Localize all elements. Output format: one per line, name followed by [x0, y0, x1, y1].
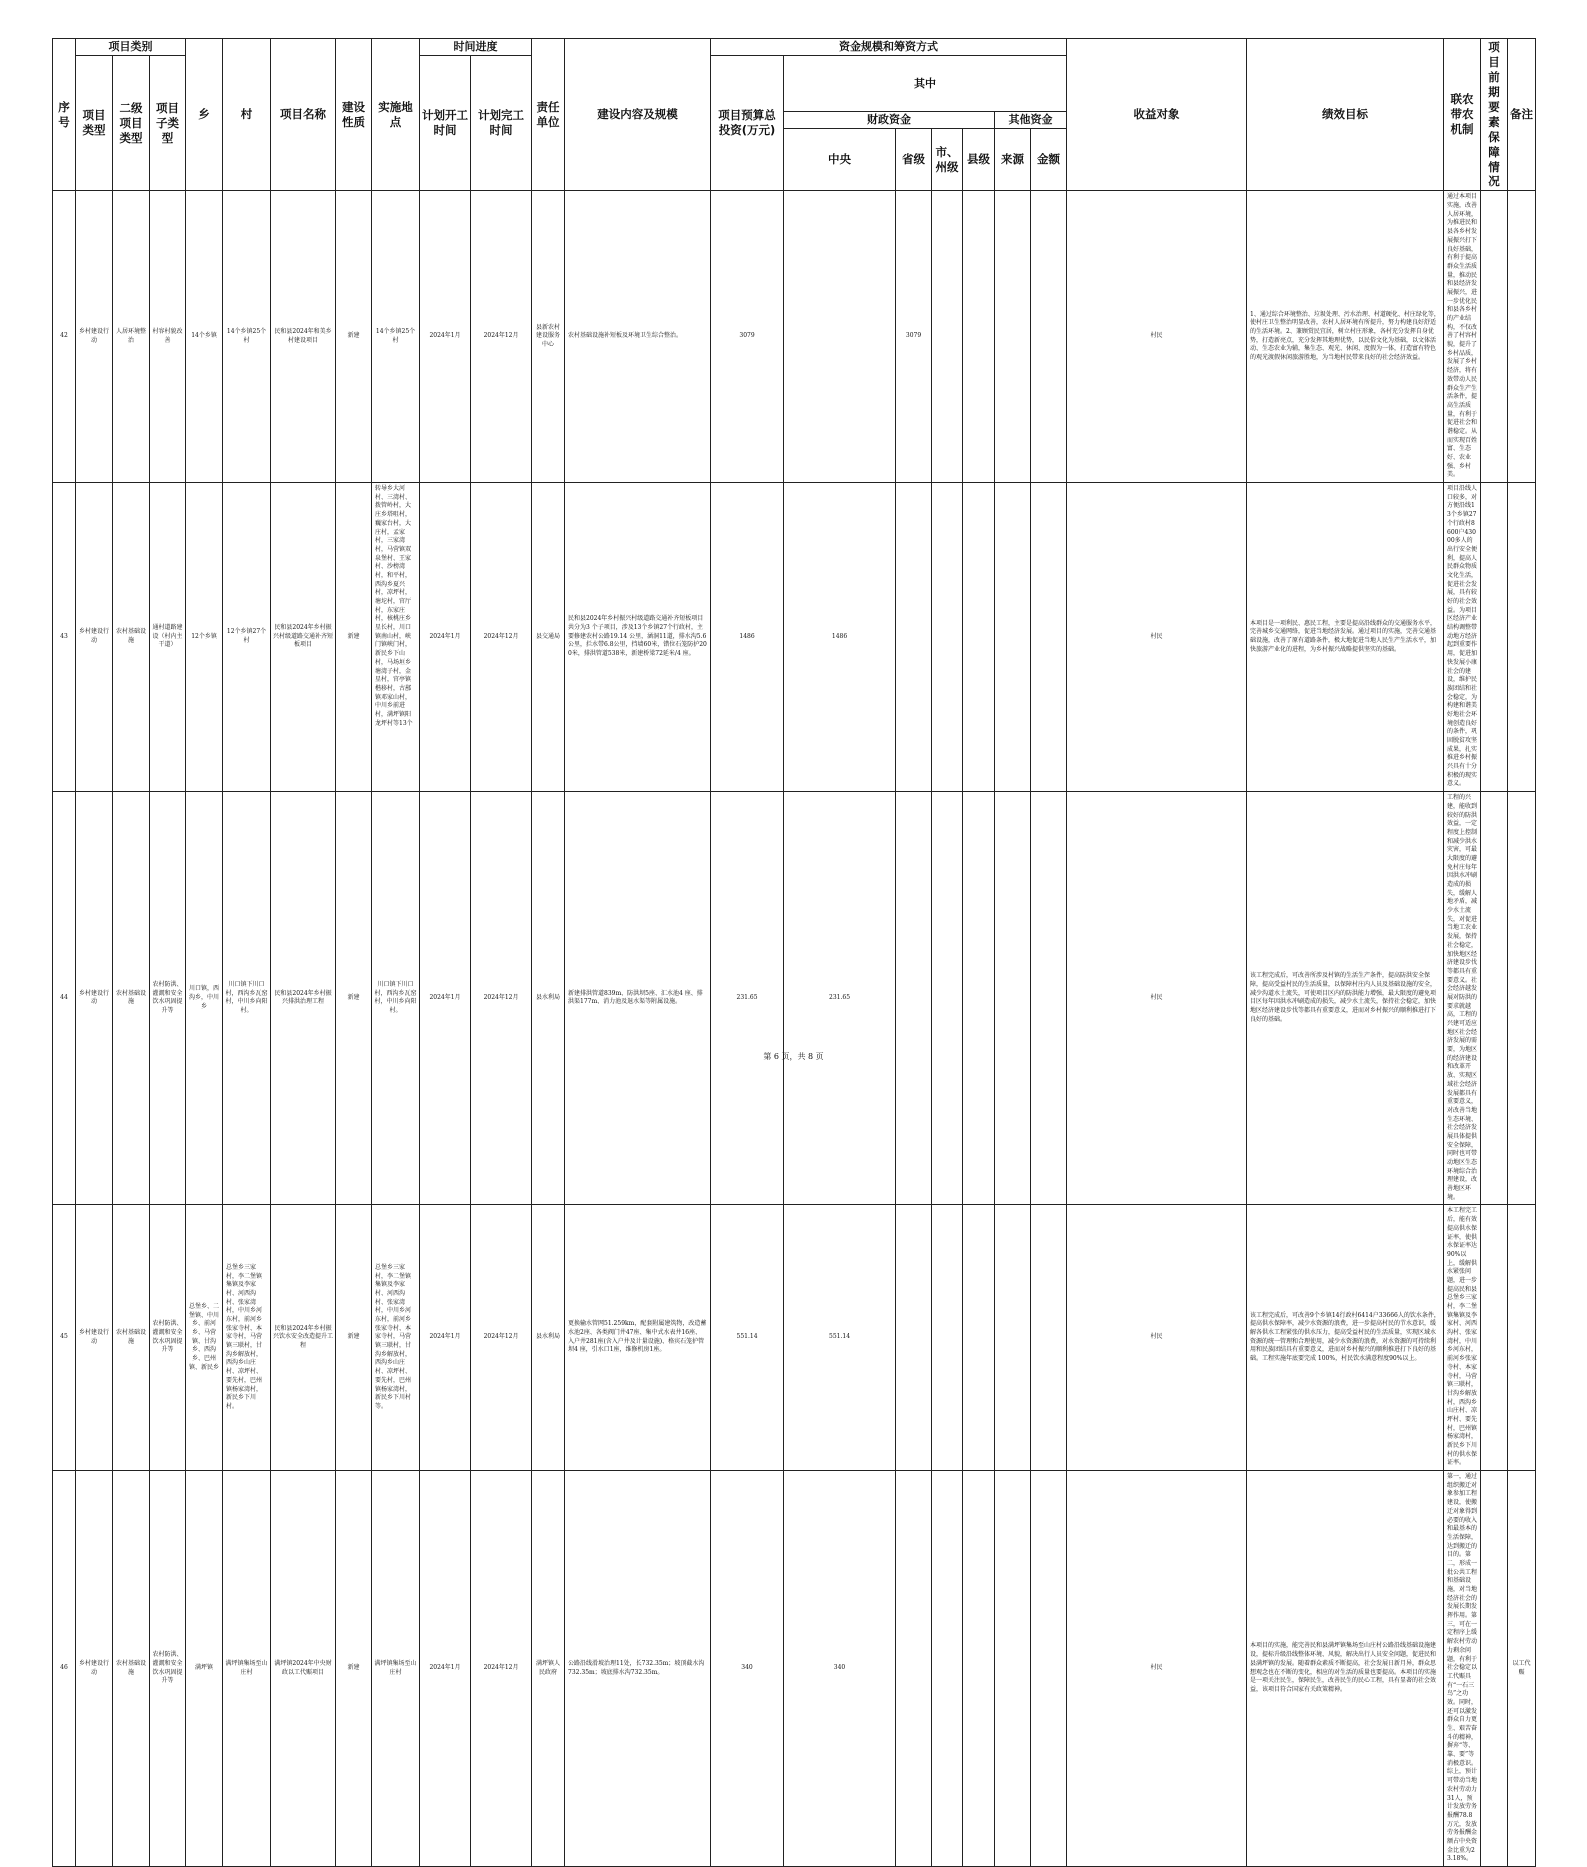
cell-remark — [1508, 191, 1536, 483]
cell-amount — [1031, 792, 1067, 1205]
cell-mechanism: 通过本项目实施，改善人居环境，为推进民和县各乡村发展振兴打下良好基础，有利于提高群众生活质量，推动民和县经济发展振兴，进一步优化民和县各乡村的产业结构，不仅改善了村容村貌，提升了乡村品质，发展了乡村经济，将有效带动人民群众生产生活条件，提高生活质量，有利于促进社会和谐稳定。从而实现百姓富、生态好、农业强、乡村美。 — [1444, 191, 1481, 483]
header-performance: 绩效目标 — [1247, 39, 1444, 191]
table-row — [53, 191, 1536, 483]
cell-source — [995, 483, 1031, 792]
cell-source — [995, 191, 1031, 483]
cell-source — [995, 792, 1031, 1205]
cell-start-time: 2024年1月 — [420, 483, 471, 792]
cell-preliminary — [1481, 483, 1508, 792]
header-city: 市、州级 — [932, 129, 963, 191]
cell-performance: 该工程完成后，可改善9个乡镇14行政村6414户33666人的饮水条件，提高供水保障率，减少水资源的浪费，进一步提高村民的节水意识，缓解各供水工程紧张的供水压力，提高受益村民的生活质量，实现区域水资源的统一管理和合理使用，减少水资源的浪费，对水资源的可持续利用和民族团结具有重要意义，进而对乡村振兴的顺利推进打下良好的基础。工程实施年底要完成 100%，村民饮水满意程度90%以上。 — [1247, 1205, 1444, 1471]
cell-total: 1486 — [711, 483, 784, 792]
header-seq: 序号 — [53, 39, 76, 191]
header-end-time: 计划完工时间 — [471, 56, 532, 191]
header-central: 中央 — [784, 129, 896, 191]
cell-project-name: 民和县2024年乡村振兴饮水安全改造提升工程 — [271, 1205, 336, 1471]
cell-preliminary — [1481, 1471, 1508, 1867]
cell-sub-type: 通村道路建设（村内主干道） — [150, 483, 186, 792]
cell-village: 川口镇下川口村，西沟乡瓦窑村，中川乡向阳村。 — [223, 792, 271, 1205]
header-among: 其中 — [784, 56, 1067, 112]
cell-sub-type: 农村防洪、灌溉和安全饮水巩固提升等 — [150, 792, 186, 1205]
cell-township: 总堡乡、二堡镇、中川乡、前河乡、马营镇、甘沟乡、西沟乡、巴州镇、新民乡 — [186, 1205, 223, 1471]
cell-amount — [1031, 1205, 1067, 1471]
cell-nature: 新建 — [336, 483, 372, 792]
cell-seq: 44 — [53, 792, 76, 1205]
cell-city — [932, 1471, 963, 1867]
header-fiscal: 财政资金 — [784, 112, 995, 129]
cell-beneficiary: 村民 — [1067, 1205, 1247, 1471]
cell-location: 满坪镇集场至山庄村 — [372, 1471, 420, 1867]
cell-mechanism: 第一，通过组织搬迁对象参加工程建设，使搬迁对象得到必要的收入和最基本的生活保障，达到搬迁的目的。第二，形成一批公共工程和基础设施，对当地经济社会的发展长期发挥作用。第三，可在一定程序上缓解农村劳动力剩余问题，有利于社会稳定以工代赈具有“一石三鸟”之功效。同时，还可以激发群众自力更生、艰苦奋斗的精神，摒弃“等、靠、要”等消极意识。综上，预计可带动当地农村劳动力31人，预计发放劳务报酬78.8万元，发放劳务报酬金额占中央资金比重为23.18%。 — [1444, 1471, 1481, 1867]
cell-nature: 新建 — [336, 1205, 372, 1471]
cell-unit: 县新农村建设服务中心 — [532, 191, 565, 483]
cell-nature: 新建 — [336, 1471, 372, 1867]
cell-city — [932, 483, 963, 792]
cell-end-time: 2024年12月 — [471, 1205, 532, 1471]
header-preliminary: 项目前期要素保障情况 — [1481, 39, 1508, 191]
cell-preliminary — [1481, 1205, 1508, 1471]
header-unit: 责任单位 — [532, 39, 565, 191]
cell-unit: 县交通局 — [532, 483, 565, 792]
cell-preliminary — [1481, 191, 1508, 483]
cell-seq: 46 — [53, 1471, 76, 1867]
header-provincial: 省级 — [896, 129, 932, 191]
cell-preliminary — [1481, 792, 1508, 1205]
cell-mechanism: 工程的兴建，能收到较好的防洪效益，一定程度上控制和减少洪水灾害，可最大限度的避免村庄每年因洪水冲刷造成的损失，缓解人地矛盾，减少水土流失，对促进当地工农业发展，保持社会稳定，加快地区经济建设步伐等都具有重要意义。社会经济越发展对防洪的要求就越高，工程的兴建可适应地区社会经济发展的需要，为地区的经济建设和改革开放、实现区域社会经济发展都具有重要意义，对改善当地生态环境、社会经济发展具体提供安全保障，同时也可带动地区生态环境综合治理建设，改善地区环境。 — [1444, 792, 1481, 1205]
cell-project-type: 乡村建设行动 — [76, 1471, 113, 1867]
header-project-type: 项目类型 — [76, 56, 113, 191]
cell-end-time: 2024年12月 — [471, 483, 532, 792]
header-remark: 备注 — [1508, 39, 1536, 191]
cell-provincial — [896, 483, 932, 792]
cell-township: 12个乡镇 — [186, 483, 223, 792]
table-row — [53, 792, 1536, 1205]
table-row — [53, 1205, 1536, 1471]
cell-amount — [1031, 483, 1067, 792]
cell-location: 转导乡大河村、三湾村、拨管岭村，大庄乡塔咀村，巍家台村，大庄村，孟家村，三家湾村，马营镇双泉堡村、王家村、沙榜湾村，和平村，西沟乡夏兴村，凉坪村，塘坨村，官厅村，东家庄村，核桃庄乡星长村，川口镇南山村，峡门镇峡门村，新民乡下山村，马场垣乡塘湾子村，金星村，官亭镇楷移村，古鄯镇邓家山村，中川乡前进村，满坪镇阳龙坪村等13个 — [372, 483, 420, 792]
cell-remark — [1508, 1205, 1536, 1471]
page-number: 第 6 页，共 8 页 — [763, 1052, 824, 1061]
header-schedule-group: 时间进度 — [420, 39, 532, 56]
cell-project-name: 民和县2024年乡村振兴村级道路交通补齐短板项目 — [271, 483, 336, 792]
header-county: 县级 — [963, 129, 995, 191]
cell-project-type: 乡村建设行动 — [76, 1205, 113, 1471]
cell-secondary-type: 农村基础设施 — [113, 1205, 150, 1471]
cell-secondary-type: 人居环境整治 — [113, 191, 150, 483]
cell-project-name: 民和县2024年乡村振兴排洪治理工程 — [271, 792, 336, 1205]
cell-beneficiary: 村民 — [1067, 483, 1247, 792]
header-amount: 金额 — [1031, 129, 1067, 191]
header-total: 项目预算总投资(万元) — [711, 56, 784, 191]
cell-secondary-type: 农村基础设施 — [113, 1471, 150, 1867]
cell-project-type: 乡村建设行动 — [76, 191, 113, 483]
cell-amount — [1031, 191, 1067, 483]
cell-village: 12个乡镇27个村 — [223, 483, 271, 792]
cell-project-name: 民和县2024年和美乡村建设项目 — [271, 191, 336, 483]
cell-performance: 本项目是一项利民、惠民工程，主要是提高沿线群众的交通服务水平，完善城乡交通网络，促进当地经济发展。通过项目的实施，完善交通基础设施，改善了原有道路条件，极大地促进当地人民生产生活水平，加快旅游产业化的进程，为乡村振兴战略提供坚实的基础。 — [1247, 483, 1444, 792]
cell-provincial: 3079 — [896, 191, 932, 483]
cell-end-time: 2024年12月 — [471, 792, 532, 1205]
cell-seq: 43 — [53, 483, 76, 792]
cell-mechanism: 本工程完工后，能有效提高供水保证率，使供水保证率达90%以上，缓解供水紧张问题，进一步提高民和县总堡乡三家村，李二堡镇集镇及李家村、河西沟村、张家湾村，中川乡河东村，前河乡张家寺村、本家寺村，马营镇三联村，甘沟乡解放村，西沟乡山庄村、凉坪村、要先村，巴州镇杨家湾村，新民乡下川村的供水保证率。 — [1444, 1205, 1481, 1471]
cell-start-time: 2024年1月 — [420, 191, 471, 483]
cell-sub-type: 农村防洪、灌溉和安全饮水巩固提升等 — [150, 1205, 186, 1471]
header-township: 乡 — [186, 39, 223, 191]
cell-mechanism: 项目沿线人口较多，对方便沿线13个乡镇27 个行政村8600户43000多人的出行安全便利，提高人民群众物质文化生活，促进社会发展，具有较好的社会效益。为项目区经济产业结构调整带动地方经济起到重要作用，促进加快发展小康社会的建设，维护民族团结和社会稳定，为构建和谐美好地社会环境创造良好的条件，巩固脱贫攻坚成果，扎实推进乡村振兴具有十分积极的现实意义。 — [1444, 483, 1481, 792]
cell-village: 14个乡镇25个村 — [223, 191, 271, 483]
cell-seq: 45 — [53, 1205, 76, 1471]
cell-performance: 1、通过综合环境整治、垃圾处理、污水治理、村道硬化、村庄绿化等，使村庄卫生整治明显改善，农村人居环境有所提升，努力构建良好舒适的生活环境。2、兼顾赏民宜居，树立村庄形象，各村充分发挥自身优势，打造新亮点，充分发挥其地理优势，以民俗文化为基础，以文体活动、生态农业为辅，集生态、观光、休闲、度假为一体，打造富有特色的观光渡假休闲旅游胜地，为当地村民带来良好的社会经济效益。 — [1247, 191, 1444, 483]
cell-provincial — [896, 1471, 932, 1867]
cell-beneficiary: 村民 — [1067, 1471, 1247, 1867]
cell-total: 231.65 — [711, 792, 784, 1205]
cell-end-time: 2024年12月 — [471, 1471, 532, 1867]
cell-start-time: 2024年1月 — [420, 1471, 471, 1867]
cell-county — [963, 1205, 995, 1471]
cell-amount — [1031, 1471, 1067, 1867]
cell-central: 231.65 — [784, 792, 896, 1205]
cell-central: 551.14 — [784, 1205, 896, 1471]
cell-remark — [1508, 483, 1536, 792]
cell-performance: 本项目的实施，能完善民和县满坪镇集场至山庄村公路沿线基础设施建设，提标升级沿线整体环境、风貌，解决出行人员安全问题，促进民和县满坪镇的发展。随着群众素质不断提高，社会发展日新月异，群众思想观念也在不断的变化，相应的对生活的质量也要提高。本项目的实施是一项关注民生，保障民生，改善民生的民心工程，具有显著的社会效益，该项目符合国家有关政策精神。 — [1247, 1471, 1444, 1867]
cell-location: 总堡乡三家村，李二堡镇集镇及李家村、河西沟村、张家湾村，中川乡河东村，前河乡张家寺村、本家寺村，马营镇三联村，甘沟乡解放村，西沟乡山庄村、凉坪村、要先村，巴州镇杨家湾村，新民乡下川村等。 — [372, 1205, 420, 1471]
cell-seq: 42 — [53, 191, 76, 483]
header-sub-type: 项目子类型 — [150, 56, 186, 191]
cell-location: 川口镇下川口村，西沟乡瓦窑村，中川乡向阳村。 — [372, 792, 420, 1205]
cell-provincial — [896, 1205, 932, 1471]
cell-project-name: 满坪镇2024年中央财政以工代赈项目 — [271, 1471, 336, 1867]
cell-city — [932, 191, 963, 483]
header-beneficiary: 收益对象 — [1067, 39, 1247, 191]
cell-central — [784, 191, 896, 483]
cell-township: 14个乡镇 — [186, 191, 223, 483]
cell-total: 3079 — [711, 191, 784, 483]
cell-source — [995, 1205, 1031, 1471]
cell-performance: 该工程完成后，可改善所涉及村镇的生活生产条件，提高防洪安全保障，提高受益村民的生活质量，以保障村庄内人员及基础设施的安全，减少沟道水土流失，可使项目区内的防洪能力增强，最大限度的避免项目区每年因洪水冲刷造成的损失，减少水土流失，保持社会稳定，加快地区经济建设步伐等都具有重要意义，进而对乡村振兴的顺利推进打下良好的基础。 — [1247, 792, 1444, 1205]
cell-county — [963, 1471, 995, 1867]
cell-beneficiary: 村民 — [1067, 191, 1247, 483]
header-project-name: 项目名称 — [271, 39, 336, 191]
cell-project-type: 乡村建设行动 — [76, 792, 113, 1205]
cell-content: 更换输水管网51.259km，配套附属建筑物，改造蓄水池2座、各类阀门井47座、集中式水表井16座、入户井281座(含入户井及计量设施)、格宾石笼护管坝4 座，引水口1座，维修机房1座。 — [565, 1205, 711, 1471]
header-source: 来源 — [995, 129, 1031, 191]
cell-city — [932, 792, 963, 1205]
cell-nature: 新建 — [336, 191, 372, 483]
cell-township: 川口镇，西沟乡，中川乡 — [186, 792, 223, 1205]
cell-county — [963, 483, 995, 792]
cell-beneficiary: 村民 — [1067, 792, 1247, 1205]
cell-village: 总堡乡三家村，李二堡镇集镇及李家村、河西沟村、张家湾村，中川乡河东村，前河乡张家寺村、本家寺村，马营镇三联村，甘沟乡解放村，西沟乡山庄村、凉坪村、要先村，巴州镇杨家湾村，新民乡下川村。 — [223, 1205, 271, 1471]
cell-remark — [1508, 792, 1536, 1205]
header-fund-group: 资金规模和筹资方式 — [711, 39, 1067, 56]
cell-central: 340 — [784, 1471, 896, 1867]
cell-total: 340 — [711, 1471, 784, 1867]
header-content: 建设内容及规模 — [565, 39, 711, 191]
cell-content: 民和县2024年乡村振兴村级道路交通补齐短板项目共分为3 个子项目，涉及13个乡镇27个行政村，主要修建农村公路19.14 公里，涵洞11道，排水沟5.6公里，拦水带6.8公里，挡墙60米，错位石笼防护200米，排洪管道538米，新建桥梁72延米/4 座。 — [565, 483, 711, 792]
cell-nature: 新建 — [336, 792, 372, 1205]
cell-content: 公路沿线滑坡治理11处，长732.35m；坡顶截水沟732.35m；坡底排水沟732.35m。 — [565, 1471, 711, 1867]
table-row — [53, 483, 1536, 792]
cell-start-time: 2024年1月 — [420, 1205, 471, 1471]
cell-city — [932, 1205, 963, 1471]
cell-content: 农村基础设施补短板及环境卫生综合整治。 — [565, 191, 711, 483]
cell-county — [963, 792, 995, 1205]
cell-secondary-type: 农村基础设施 — [113, 483, 150, 792]
cell-unit: 县水利局 — [532, 792, 565, 1205]
cell-end-time: 2024年12月 — [471, 191, 532, 483]
header-location: 实施地点 — [372, 39, 420, 191]
cell-central: 1486 — [784, 483, 896, 792]
cell-unit: 县水利局 — [532, 1205, 565, 1471]
cell-total: 551.14 — [711, 1205, 784, 1471]
header-mechanism: 联农带农机制 — [1444, 39, 1481, 191]
cell-sub-type: 农村防洪、灌溉和安全饮水巩固提升等 — [150, 1471, 186, 1867]
cell-start-time: 2024年1月 — [420, 792, 471, 1205]
cell-unit: 满坪镇人民政府 — [532, 1471, 565, 1867]
header-category-group: 项目类别 — [76, 39, 186, 56]
cell-township: 满坪镇 — [186, 1471, 223, 1867]
header-other-funds: 其他资金 — [995, 112, 1067, 129]
cell-secondary-type: 农村基础设施 — [113, 792, 150, 1205]
cell-content: 新建排洪管道839m、防洪坝5座、汇水池4 座、排洪渠177m、消力池及退水渠等附属设施。 — [565, 792, 711, 1205]
cell-village: 满坪镇集场至山庄村 — [223, 1471, 271, 1867]
cell-sub-type: 村容村貌改善 — [150, 191, 186, 483]
header-village: 村 — [223, 39, 271, 191]
table-row — [53, 1471, 1536, 1867]
header-secondary-type: 二级项目类型 — [113, 56, 150, 191]
header-nature: 建设性质 — [336, 39, 372, 191]
cell-county — [963, 191, 995, 483]
cell-project-type: 乡村建设行动 — [76, 483, 113, 792]
cell-location: 14个乡镇25个村 — [372, 191, 420, 483]
cell-provincial — [896, 792, 932, 1205]
header-start-time: 计划开工时间 — [420, 56, 471, 191]
cell-source — [995, 1471, 1031, 1867]
cell-remark: 以工代赈 — [1508, 1471, 1536, 1867]
project-table — [52, 38, 1536, 1867]
